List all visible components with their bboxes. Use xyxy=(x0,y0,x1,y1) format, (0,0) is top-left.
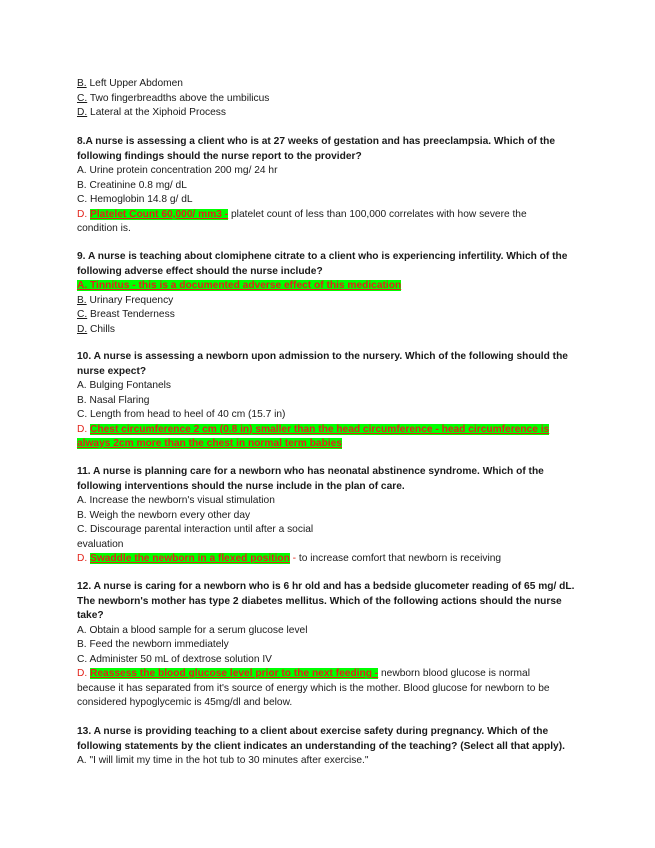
option-a: A. Obtain a blood sample for a serum glucose level xyxy=(77,624,308,636)
question-text: take? xyxy=(77,610,104,621)
question-text: 9. A nurse is teaching about clomiphene citrate to a client who is experiencing infertility. Which of the xyxy=(77,251,568,262)
answer-highlight: Swaddle the newborn in a flexed position xyxy=(90,553,290,564)
question-text: 12. A nurse is caring for a newborn who is 6 hr old and has a bedside glucometer reading of 65 mg/ dL. xyxy=(77,581,575,592)
question-13 xyxy=(77,725,583,769)
option-d xyxy=(77,106,583,121)
answer-highlight: Reassess the blood glucose level prior to the next feeding - xyxy=(90,668,379,679)
question-text: following findings should the nurse report to the provider? xyxy=(77,150,362,162)
option-a: A. Bulging Fontanels xyxy=(77,380,172,391)
option-a-answer xyxy=(77,279,583,294)
question-text: 11. A nurse is planning care for a newborn who has neonatal abstinence syndrome. Which of the xyxy=(77,466,544,477)
option-letter: D. xyxy=(77,668,88,679)
option-b: B. Weigh the newborn every other day xyxy=(77,509,251,521)
option-letter: C. xyxy=(77,92,88,104)
question-11 xyxy=(77,465,583,567)
question-8 xyxy=(77,135,583,237)
option-d-answer-cont xyxy=(77,437,583,452)
question-text: 10. A nurse is assessing a newborn upon admission to the nursery. Which of the following should the xyxy=(77,351,568,362)
answer-highlight: always 2cm more than the chest in normal term babies xyxy=(77,438,342,449)
option-b: B. Feed the newborn immediately xyxy=(77,639,229,650)
question-number: 13. xyxy=(77,726,92,737)
question-text: nurse expect? xyxy=(77,365,147,377)
option-c: C. Length from head to heel of 40 cm (15.7 in) xyxy=(77,409,286,420)
question-number: 11. xyxy=(77,466,91,477)
rationale: considered hypoglycemic is 45mg/dl and below. xyxy=(77,697,293,708)
question-text: following interventions should the nurse include in the plan of care. xyxy=(77,480,405,492)
option-b xyxy=(77,77,583,92)
option-c: C. Discourage parental interaction until after a social xyxy=(77,524,314,535)
option-c xyxy=(77,92,583,107)
option-letter: B. xyxy=(77,78,87,89)
option-b xyxy=(77,294,583,309)
rationale: newborn blood glucose is normal xyxy=(378,668,530,679)
option-letter: D. xyxy=(77,107,88,118)
option-text: Lateral at the Xiphoid Process xyxy=(90,107,226,118)
option-d-answer xyxy=(77,667,583,682)
answer-highlight: Chest circumference 2 cm (0.8 in) smaller than the head circumference - head circumference is xyxy=(90,423,550,435)
option-text: Two fingerbreadths above the umbilicus xyxy=(89,92,270,104)
option-letter: B. xyxy=(77,294,87,306)
option-letter: C. xyxy=(77,309,88,320)
option-d xyxy=(77,323,583,338)
option-text: Breast Tenderness xyxy=(90,309,175,320)
option-a: A. Urine protein concentration 200 mg/ 24 hr xyxy=(77,165,278,176)
question-12 xyxy=(77,580,583,711)
question-number: 10. xyxy=(77,351,92,362)
option-c xyxy=(77,308,583,323)
question-number: 9. xyxy=(77,251,86,262)
question-9 xyxy=(77,250,583,337)
rationale: because it has separated from it's source of energy which is the mother. Blood glucose for newborn to be xyxy=(77,682,550,694)
question-text: following adverse effect should the nurse include? xyxy=(77,265,323,277)
rationale: to increase comfort that newborn is receiving xyxy=(298,553,502,564)
option-a: A. Increase the newborn's visual stimulation xyxy=(77,495,275,506)
option-b: B. Nasal Flaring xyxy=(77,394,150,406)
option-d-answer xyxy=(77,552,583,567)
rationale: platelet count of less than 100,000 correlates with how severe the xyxy=(228,208,527,220)
option-c-cont: evaluation xyxy=(77,538,124,550)
option-letter: D. xyxy=(77,553,88,564)
option-c: C. Administer 50 mL of dextrose solution IV xyxy=(77,653,272,665)
question-text: The newborn's mother has type 2 diabetes mellitus. Which of the following actions should the nurse xyxy=(77,595,562,607)
question-text: 8.A nurse is assessing a client who is at 27 weeks of gestation and has preeclampsia. Which of the xyxy=(77,136,556,147)
option-text: Left Upper Abdomen xyxy=(89,78,183,89)
previous-question-options xyxy=(77,77,583,121)
rationale: condition is. xyxy=(77,223,131,234)
option-letter: D. xyxy=(77,208,88,220)
option-d-answer xyxy=(77,423,583,438)
answer-dash: - xyxy=(289,553,299,564)
option-b: B. Creatinine 0.8 mg/ dL xyxy=(77,179,187,191)
answer-highlight: A. Tinnitus - this is a documented adverse effect of this medication xyxy=(77,280,402,291)
option-a: A. "I will limit my time in the hot tub to 30 minutes after exercise." xyxy=(77,755,369,766)
option-letter: D. xyxy=(77,323,88,335)
question-10 xyxy=(77,350,583,452)
question-text: following statements by the client indicates an understanding of the teaching? (Select all that apply). xyxy=(77,740,565,752)
option-d-answer xyxy=(77,208,583,223)
question-number: 12. xyxy=(77,581,92,592)
option-letter: D. xyxy=(77,423,88,435)
question-text: 13. A nurse is providing teaching to a client about exercise safety during pregnancy. Which of the xyxy=(77,726,549,737)
option-c: C. Hemoglobin 14.8 g/ dL xyxy=(77,194,193,205)
option-text: Chills xyxy=(90,323,115,335)
answer-highlight: Platelet Count 60,000/ mm3 - xyxy=(90,208,229,220)
option-text: Urinary Frequency xyxy=(89,294,174,306)
